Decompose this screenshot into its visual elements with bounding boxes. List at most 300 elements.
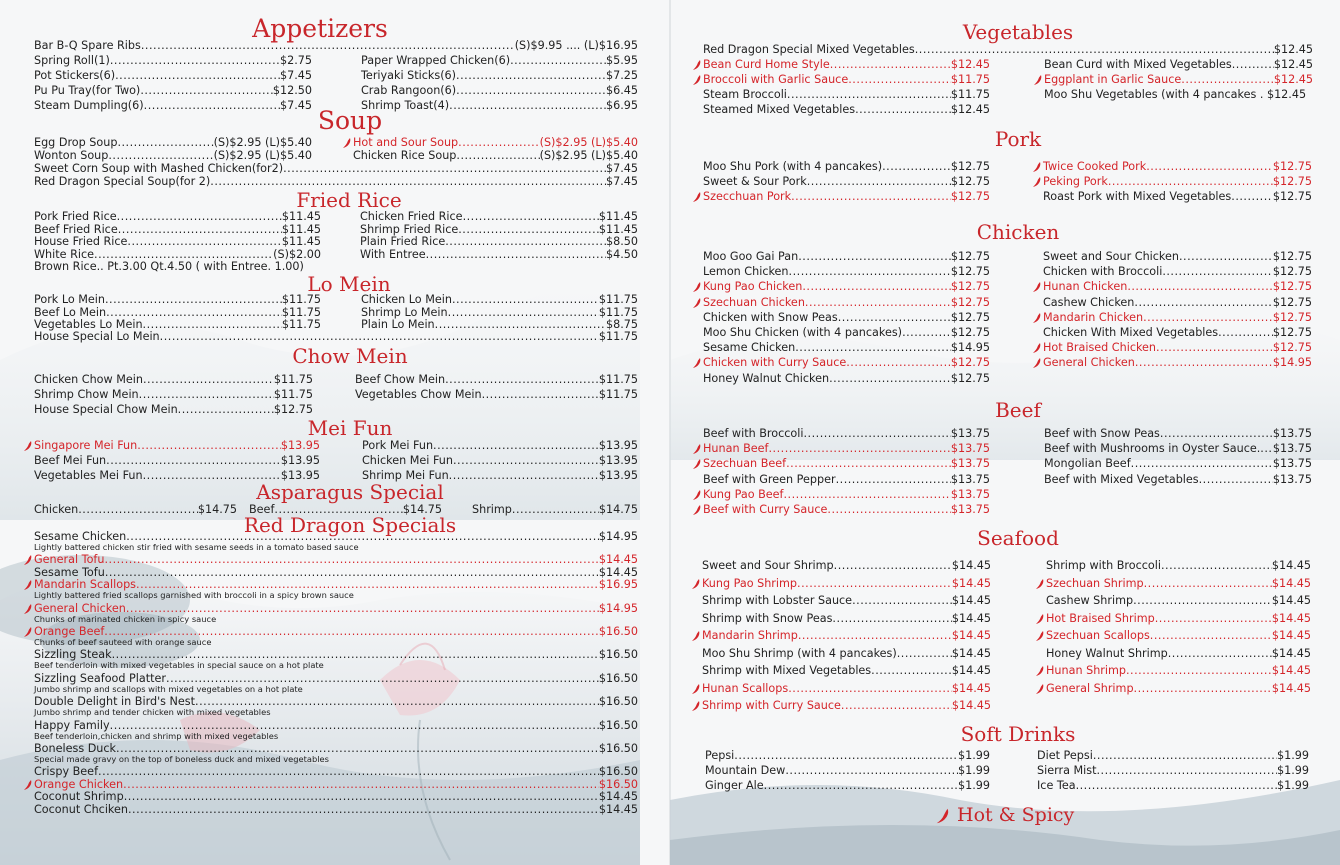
- item-name: Crab Rangoon(6): [361, 84, 457, 97]
- item-name: Ginger Ale: [705, 779, 764, 792]
- item-description: Chunks of marinated chicken in spicy sauce: [34, 613, 217, 624]
- section-title-soft-drinks: Soft Drinks: [960, 722, 1076, 746]
- menu-item: [703, 251, 990, 263]
- item-name: Mandarin Chicken: [1043, 310, 1144, 324]
- menu-item: [702, 648, 991, 660]
- leader-dots: [1162, 266, 1273, 278]
- item-price: $12.75: [1272, 250, 1312, 263]
- item-name: Shrimp with Broccoli: [1046, 559, 1161, 572]
- leader-dots: [458, 137, 539, 149]
- item-price: $14.45: [951, 646, 991, 660]
- brown-rice-note: Brown Rice.. Pt.3.00 Qt.4.50 ( with Entree. 1.00): [34, 260, 304, 273]
- item-name: Vegetables Lo Mein: [34, 318, 143, 331]
- item-price: $6.45: [605, 84, 638, 97]
- item-price: $1.99: [957, 764, 990, 777]
- chili-pepper-icon: [691, 631, 701, 641]
- item-price: $14.45: [598, 790, 638, 804]
- item-name: Coconut Chciken: [34, 802, 128, 816]
- menu-item: [1043, 176, 1312, 188]
- item-name: Sweet Corn Soup with Mashed Chicken(for2): [34, 162, 284, 175]
- leader-dots: [798, 251, 951, 263]
- leader-dots: [140, 85, 273, 97]
- section-title-mei-fun: Mei Fun: [307, 416, 393, 440]
- item-name: Egg Drop Soup: [34, 136, 118, 149]
- leader-dots: [1108, 176, 1273, 188]
- leader-dots: [882, 161, 951, 173]
- menu-item: [1046, 613, 1311, 625]
- item-description: Beef tenderloin with mixed vegetables in special sauce on a hot plate: [34, 660, 324, 671]
- item-price: $12.75: [950, 175, 990, 188]
- item-name: Beef with Mushrooms in Oyster Sauce.: [1044, 442, 1261, 456]
- menu-item: [703, 281, 990, 293]
- menu-item: [1046, 665, 1311, 677]
- leader-dots: [1155, 613, 1272, 625]
- right-page: [700, 0, 1312, 865]
- chili-pepper-icon: [1035, 666, 1045, 676]
- leader-dots: [123, 779, 599, 791]
- menu-item: [1043, 312, 1312, 324]
- menu-item: [702, 595, 991, 607]
- item-name: Shrimp Chow Mein: [34, 388, 139, 401]
- menu-item: [34, 389, 313, 401]
- item-name: Honey Walnut Shrimp: [1046, 646, 1168, 660]
- leader-dots: [897, 648, 952, 660]
- menu-item: [34, 374, 313, 386]
- item-price: $13.75: [1272, 472, 1312, 486]
- item-name: Szecchuan Pork: [703, 190, 792, 203]
- leader-dots: [1144, 578, 1272, 590]
- item-price: $12.75: [950, 356, 990, 370]
- menu-item: [702, 613, 991, 625]
- item-name: Red Dragon Special Mixed Vegetables: [703, 43, 915, 56]
- item-name: General Chicken: [1043, 356, 1135, 370]
- chili-pepper-icon: [692, 358, 702, 368]
- item-price: $13.95: [598, 454, 638, 467]
- leader-dots: [126, 603, 599, 615]
- item-description: Beef tenderloin,chicken and shrimp with mixed vegetables: [34, 730, 279, 741]
- item-price: $14.45: [1271, 559, 1311, 572]
- menu-item: [34, 211, 321, 223]
- item-price: $13.95: [598, 439, 638, 452]
- menu-item: [1046, 578, 1311, 590]
- chili-pepper-icon: [692, 192, 702, 202]
- menu-item: [703, 489, 990, 501]
- menu-item: [34, 224, 321, 236]
- menu-item: [1043, 297, 1312, 309]
- leader-dots: [1133, 595, 1272, 607]
- item-price: $13.95: [598, 469, 638, 482]
- leader-dots: [795, 342, 951, 354]
- leader-dots: [786, 458, 951, 470]
- menu-item: [1046, 595, 1311, 607]
- chili-pepper-icon: [1032, 282, 1042, 292]
- item-price: $11.75: [598, 330, 638, 343]
- item-price: $12.75: [1272, 295, 1312, 309]
- item-price: $14.45: [1271, 646, 1311, 660]
- item-name: Shrimp Lo Mein: [361, 305, 448, 319]
- item-name: Sierra Mist: [1037, 764, 1097, 777]
- item-price: $12.75: [1272, 190, 1312, 203]
- item-name: Beef Chow Mein: [355, 373, 446, 386]
- item-price: $14.45: [1271, 681, 1311, 695]
- leader-dots: [832, 613, 951, 625]
- leader-dots: [1134, 297, 1272, 309]
- menu-item: [1037, 780, 1309, 792]
- item-price: $14.45: [598, 802, 638, 816]
- item-price: $16.50: [598, 777, 638, 791]
- item-name: Shrimp with Lobster Sauce: [702, 594, 853, 607]
- item-name: Hot Braised Shrimp: [1046, 611, 1155, 625]
- chili-pepper-icon: [692, 490, 702, 500]
- item-name: Teriyaki Sticks(6): [361, 69, 457, 82]
- leader-dots: [456, 70, 606, 82]
- menu-item: [34, 455, 320, 467]
- item-price: $12.45: [950, 103, 990, 116]
- leader-dots: [789, 266, 951, 278]
- leader-dots: [1160, 428, 1273, 440]
- section-title-chicken: Chicken: [976, 220, 1060, 244]
- menu-item: [353, 150, 638, 162]
- item-name: Diet Pepsi: [1037, 749, 1093, 762]
- item-price: $14.45: [951, 576, 991, 590]
- leader-dots: [445, 236, 606, 248]
- leader-dots: [448, 307, 599, 319]
- menu-item: [34, 440, 320, 452]
- section-title-asparagus: Asparagus Special: [256, 480, 444, 504]
- item-price: $12.75: [950, 310, 990, 324]
- item-price: $11.75: [281, 293, 321, 306]
- item-name: Shrimp with Curry Sauce: [702, 699, 841, 712]
- section-title-soup: Soup: [317, 106, 383, 135]
- section-title-pork: Pork: [994, 127, 1042, 151]
- leader-dots: [902, 327, 951, 339]
- item-name: Moo Shu Vegetables (with 4 pancakes . $12.45: [1044, 88, 1307, 101]
- menu-item: [362, 440, 638, 452]
- chili-pepper-icon: [691, 684, 701, 694]
- menu-item: [362, 455, 638, 467]
- menu-item: [34, 150, 312, 162]
- menu-item: [703, 443, 990, 455]
- item-name: Crispy Beef: [34, 765, 99, 779]
- chili-pepper-icon: [23, 441, 33, 451]
- item-price: $14.45: [951, 699, 991, 712]
- item-name: Ice Tea: [1037, 779, 1076, 792]
- leader-dots: [764, 780, 958, 792]
- menu-item: [360, 249, 638, 261]
- leader-dots: [426, 249, 606, 261]
- item-price: $12.45: [1273, 43, 1313, 56]
- leader-dots: [784, 489, 951, 501]
- item-price: (S)$9.95 .... (L)$16.95: [514, 39, 638, 52]
- menu-item: [34, 163, 638, 175]
- item-name: Bean Curd with Mixed Vegetables: [1044, 58, 1232, 71]
- menu-item: [34, 603, 638, 615]
- menu-item: [703, 191, 990, 203]
- chili-pepper-icon: [692, 282, 702, 292]
- menu-item: [702, 700, 991, 712]
- leader-dots: [124, 791, 599, 803]
- chili-pepper-icon: [1035, 614, 1045, 624]
- item-name: Moo Goo Gai Pan: [703, 250, 799, 263]
- item-name: Pork Mei Fun: [362, 439, 434, 452]
- menu-item: [34, 236, 321, 248]
- chili-pepper-icon: [934, 807, 952, 825]
- chili-pepper-icon: [23, 627, 33, 637]
- menu-item: [703, 474, 990, 486]
- leader-dots: [1161, 560, 1272, 572]
- chili-pepper-icon: [692, 444, 702, 454]
- leader-dots: [1260, 443, 1273, 455]
- menu-item: [1043, 342, 1312, 354]
- leader-dots: [453, 455, 599, 467]
- item-price: (S)$2.95 (L)$5.40: [213, 136, 312, 149]
- item-name: Orange Chicken: [34, 777, 124, 791]
- menu-item: [1043, 281, 1312, 293]
- item-name: Kung Pao Shrimp: [702, 576, 798, 590]
- item-name: Mountain Dew: [705, 764, 786, 777]
- item-price: $14.45: [951, 611, 991, 625]
- leader-dots: [1146, 161, 1273, 173]
- item-price: $16.50: [598, 742, 638, 755]
- item-name: Beef: [249, 503, 275, 516]
- leader-dots: [787, 89, 951, 101]
- item-price: $11.75: [598, 305, 638, 319]
- item-name: Hunan Scallops: [702, 681, 789, 695]
- menu-item: [702, 665, 991, 677]
- leader-dots: [798, 630, 952, 642]
- item-price: $14.75: [197, 503, 237, 516]
- leader-dots: [1135, 357, 1273, 369]
- item-price: $7.45: [605, 162, 638, 175]
- item-price: $12.75: [950, 265, 990, 279]
- item-price: $14.95: [1272, 356, 1312, 370]
- leader-dots: [836, 474, 951, 486]
- item-price: $14.95: [598, 601, 638, 615]
- item-price: $11.45: [598, 222, 638, 236]
- chili-pepper-icon: [1035, 579, 1045, 589]
- item-name: Red Dragon Special Soup(for 2): [34, 175, 211, 188]
- item-name: Beef Mei Fun: [34, 454, 107, 467]
- item-price: $7.25: [605, 69, 638, 82]
- leader-dots: [105, 294, 282, 306]
- item-price: $16.95: [598, 578, 638, 592]
- item-name: Bar B-Q Spare Ribs: [34, 39, 141, 52]
- item-name: Vegetables Chow Mein: [355, 388, 482, 401]
- item-price: $14.45: [598, 565, 638, 579]
- chili-pepper-icon: [342, 138, 352, 148]
- item-price: $13.75: [950, 442, 990, 456]
- item-name: Roast Pork with Mixed Vegetables: [1043, 190, 1232, 203]
- item-name: Sweet and Sour Chicken: [1043, 250, 1179, 263]
- leader-dots: [1076, 780, 1277, 792]
- leader-dots: [139, 389, 274, 401]
- menu-item: [703, 44, 1313, 56]
- item-price: $14.45: [598, 553, 638, 567]
- item-price: $1.99: [1276, 764, 1309, 777]
- chili-pepper-icon: [692, 459, 702, 469]
- item-name: Chicken Fried Rice: [360, 210, 463, 223]
- item-price: $12.75: [273, 403, 313, 416]
- leader-dots: [785, 765, 958, 777]
- item-name: Shrimp with Snow Peas: [702, 611, 833, 625]
- item-price: $13.75: [950, 427, 990, 440]
- item-name: Hot and Sour Soup: [353, 136, 459, 149]
- item-name: Shrimp with Mixed Vegetables: [702, 664, 872, 677]
- item-price: $14.95: [950, 341, 990, 355]
- menu-item: [34, 404, 313, 416]
- leader-dots: [915, 44, 1274, 56]
- leader-dots: [1181, 74, 1274, 86]
- item-price: $8.75: [605, 318, 638, 331]
- item-name: Shrimp Toast(4): [361, 99, 450, 112]
- menu-item: [703, 266, 990, 278]
- item-name: Coconut Shrimp: [34, 790, 124, 804]
- item-price: $12.75: [950, 190, 990, 203]
- leader-dots: [827, 504, 950, 516]
- item-name: Chicken with Broccoli: [1043, 265, 1163, 279]
- menu-item: [703, 458, 990, 470]
- menu-item: [1044, 474, 1312, 486]
- item-name: Cashew Shrimp: [1046, 594, 1134, 607]
- item-name: Steam Broccoli: [703, 88, 787, 101]
- menu-item: [1046, 630, 1311, 642]
- leader-dots: [160, 331, 599, 343]
- leader-dots: [105, 567, 599, 579]
- item-name: Szechuan Beef: [703, 457, 787, 471]
- leader-dots: [128, 804, 599, 816]
- item-name: Moo Shu Pork (with 4 pancakes): [703, 160, 883, 173]
- leader-dots: [115, 70, 280, 82]
- leader-dots: [106, 455, 281, 467]
- item-name: Beef Lo Mein: [34, 305, 107, 319]
- item-name: Moo Shu Chicken (with 4 pancakes): [703, 326, 903, 339]
- item-price: $11.75: [281, 318, 321, 331]
- item-name: House Special Chow Mein: [34, 403, 178, 416]
- menu-item: [34, 40, 638, 52]
- item-price: $12.45: [950, 58, 990, 71]
- leader-dots: [137, 440, 281, 452]
- item-name: Sweet and Sour Shrimp: [702, 559, 834, 572]
- item-price: $16.50: [598, 695, 638, 709]
- leader-dots: [1179, 251, 1273, 263]
- item-price: $8.50: [605, 235, 638, 248]
- leader-dots: [445, 374, 599, 386]
- item-price: $12.75: [1272, 280, 1312, 294]
- menu-item: [34, 137, 312, 149]
- item-name: Sizzling Seafood Platter: [34, 671, 167, 685]
- item-price: $12.75: [1272, 175, 1312, 188]
- menu-item: [355, 374, 638, 386]
- item-name: General Tofu: [34, 553, 105, 567]
- item-price: $12.45: [1273, 73, 1313, 86]
- item-name: Lemon Chicken: [703, 265, 789, 279]
- leader-dots: [855, 104, 951, 116]
- leader-dots: [830, 59, 951, 71]
- leader-dots: [802, 281, 951, 293]
- item-price: $13.95: [280, 469, 320, 482]
- item-description: Chunks of beef sauteed with orange sauce: [34, 636, 212, 647]
- hot-spicy-label: Hot & Spicy: [957, 804, 1075, 826]
- item-price: $14.75: [402, 503, 442, 516]
- item-name: Beef with Snow Peas: [1044, 427, 1160, 440]
- hot-spicy-legend: [934, 804, 1074, 826]
- item-price: (S)$2.95 (L)$5.40: [539, 136, 638, 149]
- item-price: $5.95: [605, 54, 638, 67]
- item-name: Pork Lo Mein: [34, 293, 105, 306]
- leader-dots: [108, 150, 213, 162]
- menu-item: [1037, 750, 1309, 762]
- item-name: Moo Shu Shrimp (with 4 pancakes): [702, 646, 897, 660]
- item-name: Steam Dumpling(6): [34, 99, 144, 112]
- menu-item: [34, 779, 638, 791]
- item-price: (S)$2.00: [273, 247, 321, 261]
- item-price: $12.75: [950, 295, 990, 309]
- item-price: $14.45: [951, 559, 991, 572]
- item-name: Spring Roll(1): [34, 54, 110, 67]
- leader-dots: [166, 673, 599, 685]
- chili-pepper-icon: [23, 780, 33, 790]
- item-name: Pepsi: [705, 749, 735, 762]
- item-name: House Special Lo Mein: [34, 330, 160, 343]
- item-name: General Shrimp: [1046, 681, 1134, 695]
- item-name: Sesame Chicken: [703, 341, 796, 355]
- leader-dots: [1156, 342, 1273, 354]
- chili-pepper-icon: [691, 701, 701, 711]
- item-price: $16.50: [598, 718, 638, 732]
- menu-item: [34, 791, 638, 803]
- menu-item: [1044, 59, 1313, 71]
- item-description: Jumbo shrimp and scallops with mixed vegetables on a hot plate: [34, 683, 303, 694]
- menu-item: [1043, 266, 1312, 278]
- item-name: Eggplant in Garlic Sauce: [1044, 73, 1182, 86]
- menu-item: [34, 720, 638, 732]
- leader-dots: [803, 428, 950, 440]
- menu-item: [703, 161, 990, 173]
- item-price: $13.75: [1272, 427, 1312, 440]
- item-name: Chicken Lo Mein: [361, 293, 452, 306]
- chili-pepper-icon: [1032, 177, 1042, 187]
- leader-dots: [846, 357, 951, 369]
- item-price: $11.45: [281, 235, 321, 248]
- leader-dots: [94, 249, 273, 261]
- menu-item: [34, 804, 638, 816]
- leader-dots: [141, 40, 515, 52]
- item-price: $7.45: [279, 69, 312, 82]
- menu-item: [361, 55, 638, 67]
- menu-item: [703, 373, 990, 385]
- item-price: $11.75: [273, 388, 313, 401]
- item-name: Sizzling Steak: [34, 648, 112, 662]
- leader-dots: [1093, 750, 1277, 762]
- item-name: Bean Curd Home Style: [703, 58, 830, 71]
- item-name: Hunan Shrimp: [1046, 664, 1126, 677]
- item-name: House Fried Rice: [34, 235, 128, 248]
- section-title-beef: Beef: [995, 398, 1041, 422]
- leader-dots: [98, 766, 599, 778]
- item-price: $1.99: [957, 779, 990, 792]
- leader-dots: [871, 665, 952, 677]
- item-price: (S)$2.95 (L)$5.40: [213, 149, 312, 162]
- item-price: $7.45: [605, 175, 638, 188]
- item-name: Orange Beef: [34, 625, 105, 638]
- menu-item: [34, 673, 638, 685]
- item-price: $13.95: [280, 439, 320, 452]
- item-name: Twice Cooked Pork: [1043, 160, 1147, 173]
- item-name: Pot Stickers(6): [34, 69, 116, 82]
- leader-dots: [1232, 59, 1274, 71]
- item-price: $11.45: [281, 222, 321, 236]
- leader-dots: [435, 319, 606, 331]
